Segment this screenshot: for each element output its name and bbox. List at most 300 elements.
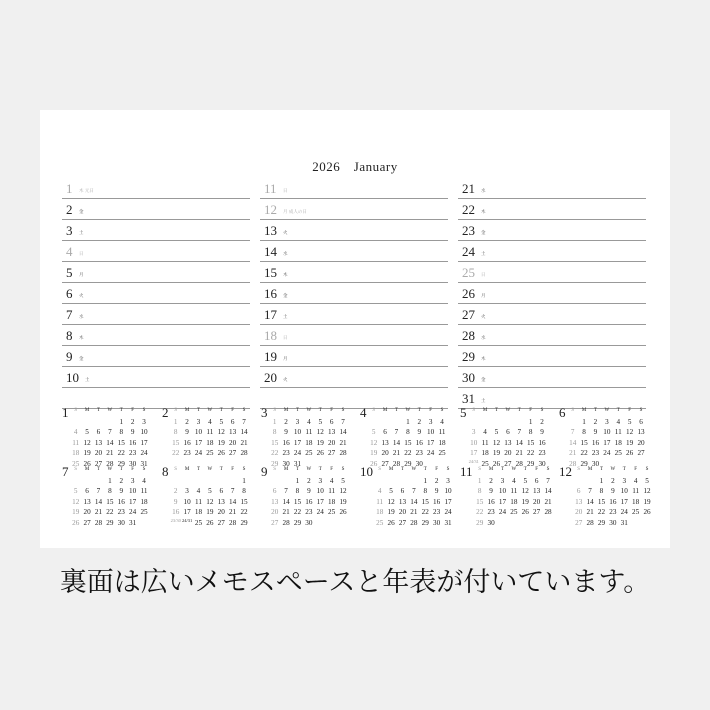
date-cell: 25 xyxy=(140,508,148,516)
day-number: 27 xyxy=(462,307,475,322)
month-number: 1 xyxy=(62,405,69,420)
date-cell: 6 xyxy=(383,428,387,436)
date-cell: 26 xyxy=(492,459,501,468)
date-cell: 21 xyxy=(410,508,418,516)
day-number: 28 xyxy=(462,328,475,343)
date-cell: 12 xyxy=(492,438,501,447)
date-cell: 20 xyxy=(328,438,336,447)
week-row xyxy=(474,476,554,487)
date-cell xyxy=(630,518,641,529)
date-cell: 3 xyxy=(428,417,433,426)
date-cell: 7 xyxy=(242,417,246,426)
date-cell: 27 xyxy=(398,518,407,527)
week-row xyxy=(474,497,554,508)
date-cell: 26 xyxy=(643,508,651,516)
week-row xyxy=(70,417,150,428)
date-cell: 3 xyxy=(295,417,300,426)
date-cell: 11 xyxy=(510,487,518,495)
weekday-label: T xyxy=(196,467,200,472)
day-number: 29 xyxy=(462,349,475,364)
day-of-week: 日 xyxy=(79,252,84,257)
date-cell: 3 xyxy=(471,428,476,436)
date-cell: 29 xyxy=(404,459,412,468)
date-cell: 8 xyxy=(423,487,428,495)
date-cell: 13 xyxy=(229,428,237,436)
week-row xyxy=(170,417,250,428)
date-cell: 14 xyxy=(544,487,552,495)
date-cell: 10 xyxy=(140,428,148,436)
weekday-label: S xyxy=(174,408,178,413)
day-of-week: 水 xyxy=(481,189,486,194)
week-row xyxy=(567,427,647,438)
date-cell: 21 xyxy=(392,449,401,457)
date-cell: 28 xyxy=(94,518,103,527)
week-row xyxy=(269,448,349,459)
calendar-title: 2026 January xyxy=(312,159,398,174)
weekday-label: T xyxy=(523,467,527,472)
date-cell: 13 xyxy=(575,497,583,506)
day-of-week: 木 xyxy=(481,357,486,362)
weekday-label: S xyxy=(242,408,246,413)
week-row xyxy=(269,417,349,428)
date-cell: 5 xyxy=(219,417,224,426)
weekday-label: M xyxy=(581,408,587,413)
date-cell: 26 xyxy=(83,459,91,468)
date-cell: 25 xyxy=(510,508,518,516)
date-cell: 18 xyxy=(206,438,214,447)
date-cell: 9 xyxy=(593,428,598,436)
date-cell: 2 xyxy=(489,476,493,485)
date-cell: 17 xyxy=(620,497,628,506)
date-cell xyxy=(542,518,553,529)
date-cell xyxy=(138,518,149,529)
date-cell xyxy=(508,518,519,529)
date-cell: 27 xyxy=(533,508,541,516)
day-of-week: 土 xyxy=(283,315,288,320)
date-cell: 8 xyxy=(599,487,604,495)
date-cell: 20 xyxy=(533,497,541,506)
week-row xyxy=(468,417,548,428)
date-cell: 8 xyxy=(582,428,586,436)
date-cell: 22 xyxy=(271,449,279,457)
date-cell: 1 xyxy=(582,417,586,426)
day-number: 2 xyxy=(66,202,73,217)
day-of-week: 土 xyxy=(481,252,486,257)
date-cell xyxy=(408,476,419,487)
weekday-label: S xyxy=(341,467,345,472)
weekday-header xyxy=(468,406,548,417)
day-of-week: 土 xyxy=(79,231,84,236)
day-number: 9 xyxy=(66,349,73,364)
date-cell: 14 xyxy=(586,497,594,506)
week-row xyxy=(573,497,653,508)
date-cell: 23 xyxy=(129,449,137,457)
date-cell: 12 xyxy=(83,438,91,447)
date-cell: 26 xyxy=(217,449,225,457)
date-cell xyxy=(641,518,652,529)
date-cell: 5 xyxy=(523,476,528,485)
date-cell: 27 xyxy=(381,459,389,468)
date-cell: 9 xyxy=(119,487,124,495)
date-cell: 6 xyxy=(506,428,510,436)
date-cell: 11 xyxy=(614,428,622,436)
date-cell xyxy=(385,476,396,487)
day-of-week: 火 xyxy=(283,378,288,383)
caption-text: 裏面は広いメモスペースと年表が付いています。 xyxy=(59,567,651,598)
date-cell: 21 xyxy=(569,449,577,457)
week-row xyxy=(368,417,448,428)
weekday-label: T xyxy=(400,467,404,472)
diary-row xyxy=(62,304,250,325)
month-number: 4 xyxy=(360,405,367,420)
weekday-header xyxy=(70,465,150,476)
week-row xyxy=(70,518,150,529)
weekday-label: W xyxy=(505,408,511,413)
date-cell: 13 xyxy=(381,438,389,447)
date-cell: 21 xyxy=(94,508,103,516)
weekday-label: S xyxy=(142,408,146,413)
day-of-week: 火 xyxy=(481,315,486,320)
date-cell: 9 xyxy=(611,487,615,495)
weekday-label: M xyxy=(382,408,388,413)
date-cell: 5 xyxy=(85,428,89,436)
week-row xyxy=(567,438,647,449)
date-cell: 20 xyxy=(271,508,279,516)
date-cell: 17 xyxy=(140,438,148,447)
date-cell: 21 xyxy=(586,508,594,516)
date-cell: 24 xyxy=(316,508,324,516)
weekday-label: S xyxy=(242,467,246,472)
date-cell: 18 xyxy=(481,449,489,457)
weekday-label: T xyxy=(616,408,620,413)
date-cell: 24 xyxy=(293,449,302,457)
weekday-label: W xyxy=(306,467,312,472)
weekday-label: W xyxy=(604,408,610,413)
day-number: 10 xyxy=(66,370,79,385)
day-of-week: 木 xyxy=(79,336,84,341)
date-cell: 28 xyxy=(586,518,594,527)
date-cell: 17 xyxy=(129,497,137,506)
date-cell: 16 xyxy=(305,497,313,506)
date-cell: 11 xyxy=(72,438,80,447)
date-cell: 23 xyxy=(282,449,290,457)
week-row xyxy=(269,438,349,449)
day-number: 31 xyxy=(462,391,475,406)
date-cell: 29 xyxy=(580,459,588,468)
date-cell: 25 xyxy=(632,508,640,516)
date-cell: 11 xyxy=(438,428,446,436)
date-cell: 22 xyxy=(476,508,484,516)
date-cell: 8 xyxy=(528,428,533,436)
date-cell xyxy=(93,417,104,428)
date-cell: 17 xyxy=(194,438,203,447)
date-cell: 19 xyxy=(643,497,651,506)
weekday-label: S xyxy=(571,408,575,413)
date-cell: 1 xyxy=(242,476,246,485)
date-cell: 5 xyxy=(208,487,212,495)
day-number: 5 xyxy=(66,265,73,280)
date-cell: 31 xyxy=(620,518,628,527)
weekday-label: M xyxy=(587,467,593,472)
date-cell: 9 xyxy=(540,428,544,436)
date-cell: 20 xyxy=(637,438,645,447)
weekday-label: T xyxy=(196,408,200,413)
date-cell: 29 xyxy=(240,518,248,527)
date-cell: 22 xyxy=(106,508,114,516)
diary-row xyxy=(62,367,250,388)
diary-row xyxy=(260,220,448,241)
diary-row xyxy=(260,325,448,346)
weekday-label: S xyxy=(639,408,643,413)
date-cell: 21 xyxy=(515,449,523,457)
date-cell: 2 xyxy=(130,417,135,426)
diary-row xyxy=(62,178,250,199)
month-number: 6 xyxy=(559,405,566,420)
day-number: 20 xyxy=(264,370,277,385)
day-number: 25 xyxy=(462,265,475,280)
date-cell: 30 xyxy=(305,518,313,527)
date-cell: 24 xyxy=(444,508,452,516)
date-cell: 30 xyxy=(433,518,441,527)
weekday-label: M xyxy=(283,467,289,472)
diary-row xyxy=(260,346,448,367)
date-cell: 12 xyxy=(206,497,214,506)
date-cell: 13 xyxy=(217,497,225,506)
date-cell: 9 xyxy=(284,428,288,436)
diary-row xyxy=(260,241,448,262)
week-row xyxy=(70,486,150,497)
date-cell: 28 xyxy=(392,459,401,468)
weekday-header xyxy=(368,406,448,417)
date-cell: 13 xyxy=(328,428,336,436)
date-cell: 2 xyxy=(434,476,439,485)
date-cell xyxy=(104,417,115,428)
date-cell: 13 xyxy=(637,428,645,436)
date-cell: 1 xyxy=(295,476,300,485)
date-cell: 24/31 xyxy=(468,458,479,464)
weekday-label: W xyxy=(107,467,113,472)
weekday-header xyxy=(170,406,250,417)
date-cell xyxy=(514,417,525,428)
date-cell: 30 xyxy=(538,459,546,468)
date-cell: 16 xyxy=(609,497,617,506)
diary-column xyxy=(260,178,448,409)
week-row xyxy=(474,518,554,529)
weekday-label: T xyxy=(494,408,498,413)
date-cell: 17 xyxy=(293,438,302,447)
weekday-label: T xyxy=(295,467,299,472)
weekday-label: S xyxy=(74,467,78,472)
date-cell: 18 xyxy=(376,508,384,516)
weekday-header xyxy=(170,465,250,476)
weekday-label: S xyxy=(341,408,345,413)
date-cell: 22 xyxy=(293,508,302,516)
date-cell: 20 xyxy=(217,508,225,516)
date-cell xyxy=(379,417,390,428)
weekday-label: M xyxy=(84,408,90,413)
date-cell: 1 xyxy=(528,417,533,426)
date-cell: 31 xyxy=(140,459,148,468)
day-number: 24 xyxy=(462,244,475,259)
date-cell: 7 xyxy=(394,428,399,436)
date-cell: 28 xyxy=(339,449,347,457)
week-row xyxy=(374,507,454,518)
date-cell: 19 xyxy=(626,438,634,447)
date-cell: 17 xyxy=(470,449,478,457)
date-cell: 13 xyxy=(83,497,91,506)
diary-row xyxy=(458,346,646,367)
date-cell: 22 xyxy=(597,508,606,516)
date-cell: 10 xyxy=(603,428,611,436)
date-cell: 19 xyxy=(339,497,347,506)
day-number: 23 xyxy=(462,223,475,238)
diary-row xyxy=(62,262,250,283)
weekday-label: T xyxy=(219,467,223,472)
diary-row xyxy=(62,220,250,241)
date-cell: 13 xyxy=(271,497,279,506)
week-row xyxy=(269,507,349,518)
week-row xyxy=(368,427,448,438)
weekday-label: T xyxy=(500,467,504,472)
date-cell: 22 xyxy=(580,449,588,457)
date-cell: 26 xyxy=(521,508,529,516)
date-cell: 13 xyxy=(94,438,103,447)
day-of-week: 金 xyxy=(79,210,84,215)
date-cell: 10 xyxy=(498,487,507,495)
date-cell xyxy=(573,476,584,487)
date-cell: 2 xyxy=(307,476,311,485)
date-cell xyxy=(520,518,531,529)
date-cell: 5 xyxy=(627,417,632,426)
date-cell: 8 xyxy=(272,428,277,436)
date-cell: 26 xyxy=(316,449,324,457)
date-cell: 23 xyxy=(433,508,441,516)
day-number: 16 xyxy=(264,286,277,301)
date-cell: 19 xyxy=(72,508,80,516)
date-cell: 15 xyxy=(271,438,279,447)
date-cell: 5 xyxy=(389,487,393,495)
date-cell: 23 xyxy=(591,449,600,457)
date-cell: 22 xyxy=(404,449,412,457)
date-cell: 6 xyxy=(329,417,334,426)
date-cell: 18 xyxy=(438,438,446,447)
diary-row xyxy=(260,178,448,199)
day-number: 15 xyxy=(264,265,277,280)
date-cell: 23 xyxy=(117,508,125,516)
date-cell: 7 xyxy=(412,487,416,495)
date-cell: 11 xyxy=(206,428,214,436)
week-row xyxy=(170,476,250,487)
diary-row xyxy=(458,241,646,262)
date-cell: 14 xyxy=(392,438,401,447)
week-row xyxy=(573,476,653,487)
month-number: 11 xyxy=(460,464,473,479)
date-cell: 18 xyxy=(305,438,313,447)
date-cell: 4 xyxy=(633,476,638,485)
date-cell: 2 xyxy=(185,417,189,426)
date-cell: 19 xyxy=(206,508,214,516)
day-number: 22 xyxy=(462,202,475,217)
date-cell: 12 xyxy=(339,487,347,495)
weekday-label: W xyxy=(411,467,417,472)
date-cell: 10 xyxy=(183,497,191,506)
weekday-label: S xyxy=(546,467,550,472)
date-cell: 20 xyxy=(83,508,91,516)
date-cell: 2 xyxy=(611,476,615,485)
date-cell xyxy=(93,476,104,487)
date-cell: 28 xyxy=(229,518,237,527)
date-cell xyxy=(584,476,595,487)
week-row xyxy=(269,486,349,497)
day-of-week: 月 xyxy=(79,273,84,278)
date-cell: 27 xyxy=(271,518,279,527)
weekday-label: T xyxy=(423,467,427,472)
diary-row xyxy=(458,283,646,304)
date-cell: 5 xyxy=(371,428,376,436)
diary-row xyxy=(458,178,646,199)
date-cell: 10 xyxy=(444,487,452,495)
date-cell: 3 xyxy=(318,476,323,485)
day-of-week: 水 xyxy=(283,252,288,257)
weekday-label: F xyxy=(131,467,135,472)
date-cell: 19 xyxy=(492,449,501,457)
date-cell: 28 xyxy=(282,518,290,527)
day-number: 17 xyxy=(264,307,277,322)
date-cell: 15 xyxy=(404,438,412,447)
weekday-label: S xyxy=(273,408,277,413)
day-of-week: 火 xyxy=(283,231,288,236)
weekday-label: S xyxy=(645,467,649,472)
date-cell: 26 xyxy=(387,518,395,527)
day-number: 18 xyxy=(264,328,277,343)
date-cell: 10 xyxy=(427,428,435,436)
weekday-label: F xyxy=(628,408,632,413)
diary-row xyxy=(458,220,646,241)
weekday-label: T xyxy=(318,408,322,413)
date-cell: 18 xyxy=(510,497,518,506)
date-cell: 19 xyxy=(83,449,91,457)
date-cell: 23 xyxy=(609,508,617,516)
date-cell: 14 xyxy=(515,438,523,447)
date-cell: 14 xyxy=(569,438,577,447)
date-cell: 29 xyxy=(106,518,114,527)
date-cell: 19 xyxy=(370,449,378,457)
date-cell: 12 xyxy=(217,428,225,436)
date-cell xyxy=(170,476,181,487)
date-cell: 2 xyxy=(417,417,422,426)
weekday-label: F xyxy=(330,467,334,472)
diary-row xyxy=(458,262,646,283)
diary-row xyxy=(458,304,646,325)
date-cell: 2 xyxy=(284,417,288,426)
day-of-week: 木 xyxy=(283,273,288,278)
week-row xyxy=(269,518,349,529)
date-cell: 6 xyxy=(576,487,581,495)
date-cell: 5 xyxy=(341,476,345,485)
date-cell xyxy=(70,417,81,428)
day-of-week: 日 xyxy=(481,273,486,278)
weekday-header xyxy=(269,406,349,417)
date-cell: 1 xyxy=(423,476,428,485)
date-cell: 12 xyxy=(521,487,529,495)
weekday-label: T xyxy=(119,467,123,472)
date-cell: 19 xyxy=(387,508,395,516)
week-row xyxy=(269,427,349,438)
date-cell: 27 xyxy=(504,459,512,468)
date-cell: 7 xyxy=(230,487,235,495)
week-row xyxy=(567,417,647,428)
weekday-label: F xyxy=(535,467,539,472)
